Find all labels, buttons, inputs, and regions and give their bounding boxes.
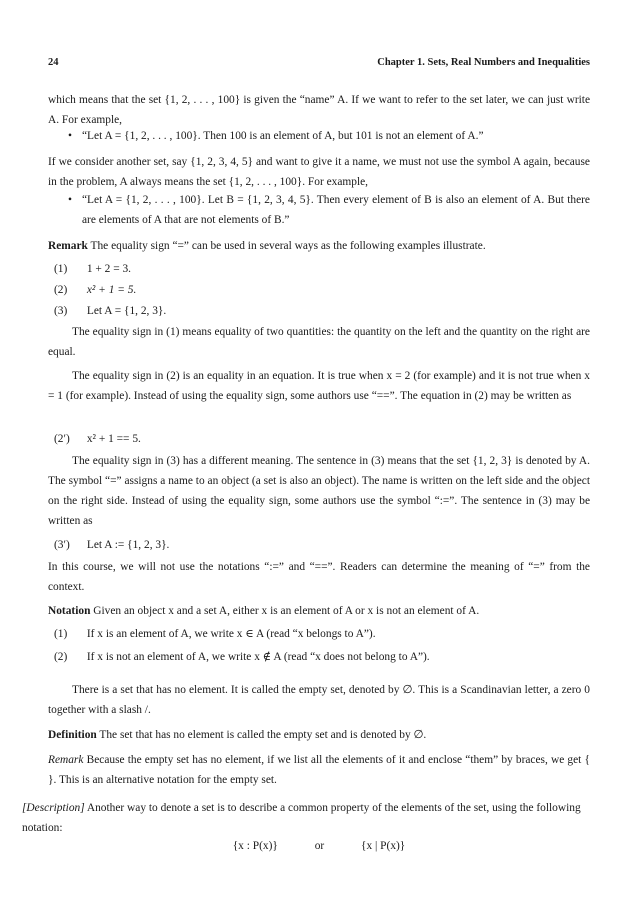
description [22, 798, 590, 838]
paragraph-6: In this course, we will not use the notations “:=” and “==”. Readers can determine the meaning of “=” from the context. [48, 561, 590, 593]
bullet-2-text: “Let A = {1, 2, . . . , 100}. Let B = {1, 2, 3, 4, 5}. Then every element of B is also an element of A. But there are elements of A that are not elements of B.” [82, 194, 590, 226]
notation-item-2-number: (2) [54, 651, 68, 663]
bullet-icon: • [68, 194, 72, 206]
notation-item-1 [54, 624, 376, 644]
example-2 [54, 280, 136, 300]
notation-item-1-number: (1) [54, 628, 68, 640]
page-number: 24 [48, 57, 59, 68]
paragraph-3: The equality sign in (1) means equality of two quantities: the quantity on the left and the quantity on the right are equal. [48, 326, 590, 358]
remark-1 [48, 236, 590, 256]
remark-2-text: Because the empty set has no element, if we list all the elements of it and enclose “them” by braces, we get { }. This is an alternative notation for the empty set. [48, 754, 590, 786]
notation-text: Given an object x and a set A, either x is an element of A or x is not an element of A. [93, 605, 480, 617]
remark-1-label: Remark [48, 240, 88, 252]
paragraph-1: which means that the set {1, 2, . . . , 100} is given the “name” A. If we want to refer to the set later, we can just write A. For example, [48, 94, 590, 126]
example-2-prime-number: (2′) [54, 433, 70, 445]
chapter-title: Chapter 1. Sets, Real Numbers and Inequalities [377, 57, 590, 68]
remark-2-label: Remark [48, 754, 84, 766]
example-1-number: (1) [54, 263, 68, 275]
example-3-prime-number: (3′) [54, 539, 70, 551]
example-3-expr: Let A = {1, 2, 3}. [86, 305, 167, 317]
definition [48, 725, 590, 745]
paragraph-2: If we consider another set, say {1, 2, 3, 4, 5} and want to give it a name, we must not use the symbol A again, because in the problem, A always means the set {1, 2, . . . , 100}. For example, [48, 156, 590, 188]
bullet-1 [68, 126, 590, 146]
remark-1-text: The equality sign “=” can be used in several ways as the following examples illustrate. [90, 240, 486, 252]
example-3-prime [54, 535, 169, 555]
example-2-number: (2) [54, 284, 68, 296]
example-3-number: (3) [54, 305, 68, 317]
example-2-prime [54, 429, 141, 449]
description-label: [Description] [22, 802, 85, 814]
bullet-icon: • [68, 130, 72, 142]
example-1 [54, 259, 131, 279]
notation-item-1-text: If x is an element of A, we write x ∈ A (read “x belongs to A”). [86, 628, 376, 640]
formula-bar-form: {x | P(x)} [361, 840, 406, 852]
paragraph-5: The equality sign in (3) has a different meaning. The sentence in (3) means that the set {1, 2, 3} is denoted by A. The symbol “=” assigns a name to an object (a set is also an object). The name is written on the left side and the object on the right side. Instead of using the equality sign, some authors use the symbol “:=”. The sentence in (3) may be written as [48, 455, 590, 527]
example-2-expr: x² + 1 = 5. [86, 284, 137, 296]
notation-item-2 [54, 647, 430, 667]
running-header [48, 57, 590, 68]
paragraph-4: The equality sign in (2) is an equality in an equation. It is true when x = 2 (for example) and it is not true when x = 1 (for example). Instead of using the equality sign, some authors use “==”. The equation in (2) may be written as [48, 370, 590, 402]
formula-or: or [314, 840, 325, 852]
notation [48, 601, 590, 621]
definition-text: The set that has no element is called the empty set and is denoted by ∅. [99, 729, 427, 741]
remark-2 [48, 750, 590, 790]
notation-item-2-text: If x is not an element of A, we write x ∉ A (read “x does not belong to A”). [86, 651, 430, 663]
bullet-2 [68, 190, 590, 230]
example-3-prime-expr: Let A := {1, 2, 3}. [86, 539, 170, 551]
example-2-prime-expr: x² + 1 == 5. [86, 433, 141, 445]
example-1-expr: 1 + 2 = 3. [86, 263, 132, 275]
description-text: Another way to denote a set is to describe a common property of the elements of the set, using the following notation: [22, 802, 581, 834]
formula-colon-form: {x : P(x)} [232, 840, 278, 852]
example-3 [54, 301, 166, 321]
paragraph-7: There is a set that has no element. It is called the empty set, denoted by ∅. This is a Scandinavian letter, a zero 0 together with a slash /. [48, 684, 590, 716]
bullet-1-text: “Let A = {1, 2, . . . , 100}. Then 100 is an element of A, but 101 is not an element of A.” [82, 130, 484, 142]
notation-label: Notation [48, 605, 91, 617]
definition-label: Definition [48, 729, 97, 741]
set-builder-formula [48, 840, 590, 852]
